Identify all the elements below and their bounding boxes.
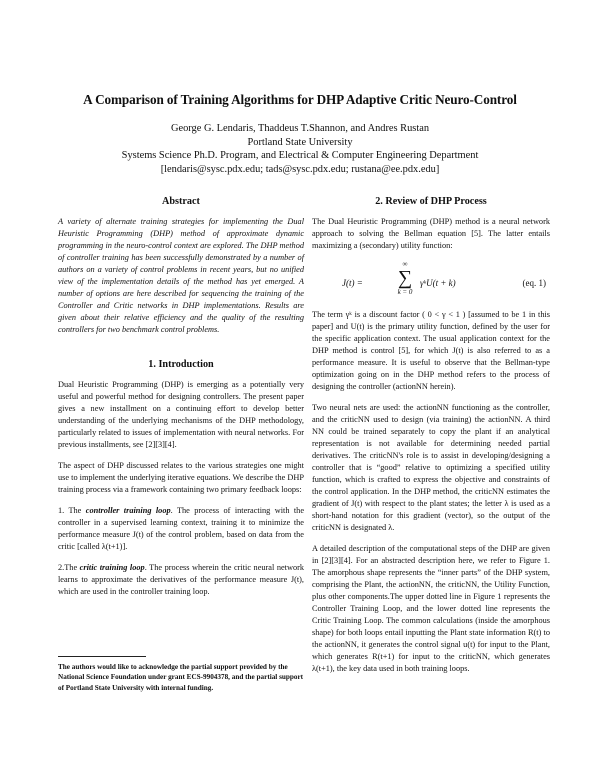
intro-p3-prefix: 1. The [58, 506, 86, 515]
equation-body: γᵏU(t + k) [420, 278, 456, 288]
equation-sum [392, 261, 418, 296]
intro-heading: 1. Introduction [148, 359, 214, 370]
intro-p3-body: . The process of interacting with the controller in a supervised learning context, training it to minimize the performance measure J(t) of the control problem, based on data from the critic [called λ(t+1)]. [58, 506, 304, 551]
author-names: George G. Lendaris, Thaddeus T.Shannon, and Andres Rustan [170, 123, 430, 134]
intro-paragraph-1: Dual Heuristic Programming (DHP) is emerging as a potentially very useful and powerful method for designing controllers. The present paper gives a new installment on a continuing effort to develop better understanding of the underlying mechanisms of the DHP methodology, particularly related to issues of implementation with neural networks. For previous installments, see [2][3][4]. [58, 380, 304, 449]
intro-paragraph-4 [58, 562, 304, 598]
author-block [40, 122, 560, 176]
intro-p4-body: . The process wherein the critic neural network learns to approximate the derivatives of the performance measure J(t), which are used in the controller training loop. [58, 563, 305, 596]
intro-paragraph-3 [58, 505, 304, 553]
right-column [312, 196, 550, 684]
intro-p4-emphasis: critic training loop [79, 563, 145, 572]
equation-lhs: J(t) = [342, 278, 363, 288]
acknowledgment-footnote: The authors would like to acknowledge the partial support provided by the National Science Foundation under grant ECS-9904378, and the partial support of Portland State University with internal funding. [58, 663, 304, 692]
review-heading: 2. Review of DHP Process [375, 196, 487, 207]
left-column [58, 196, 304, 607]
abstract-section [58, 216, 304, 336]
equation-1 [312, 261, 550, 303]
review-paragraph-2: The term γᵏ is a discount factor ( 0 < γ < 1 ) [assumed to be 1 in this paper] and U(t) is the primary utility function, defined by the user for the specific application context. The usual application context for the DHP method is control [5], for which J(t) is also referred to as a performance measure. It is useful to observe that the Bellman-type optimization going on in the DHP method refers to the process of designing the controller (actionNN herein). [312, 310, 550, 391]
review-paragraph-1: The Dual Heuristic Programming (DHP) method is a neural network approach to solving the Bellman equation [5]. The latter entails maximizing a (secondary) utility function: [312, 217, 550, 250]
footnote-rule [58, 656, 146, 657]
equation-label: (eq. 1) [522, 278, 546, 288]
author-program: Systems Science Ph.D. Program, and Electrical & Computer Engineering Department [121, 150, 479, 162]
author-emails: [lendaris@sysc.pdx.edu; tads@sysc.pdx.edu; rustana@ee.pdx.edu] [160, 163, 440, 175]
abstract-text: A variety of alternate training strategies for implementing the Dual Heuristic Programming (DHP) method of approximate dynamic programming in the neuro-control context are explored. The DHP method of controller training has been successfully demonstrated by a number of authors on a variety of control problems in recent years, but no unified view of the implementation details of the method has yet emerged. A number of options are here described for sequencing the training of the Controller and Critic networks in DHP implementations. Results are given about their relative efficiency and the quality of the resulting controllers for two benchmark control problems. [58, 217, 304, 334]
author-university: Portland State University [247, 136, 353, 148]
sigma-symbol: ∑ [397, 267, 413, 289]
equation-upper-limit: ∞ [402, 260, 408, 268]
review-paragraph-4: A detailed description of the computational steps of the DHP are given in [2][3][4]. For an abstracted description here, we refer to Figure 1. The amorphous shape represents the “inner parts” of the DHP system, comprising the Plant, the actionNN, the criticNN, the Utility Function, plus other components.The upper dotted line in Figure 1 represents the Controller Training Loop, and the lower dotted line represents the Critic Training Loop. The common calculations (inside the amorphous shape) for both loops entail inputting the Plant state information R(t) to the actionNN, it generates the control signal u(t) for input to the Plant, which generates R(t+1) for input to the criticNN, which generates λ(t+1), the key data used in both training loops. [312, 544, 550, 673]
abstract-heading: Abstract [162, 196, 200, 207]
review-paragraph-3: Two neural nets are used: the actionNN functioning as the controller, and the criticNN used to design (via training) the actionNN. A third NN could be trained separately to copy the plant if an analytical representation is not available for determining needed partial derivatives. The criticNN's role is to assist in developing/designing a controller that is “good” relative to optimizing a specified utility function, which is crafted to express the objective and constraints of the control application. In the DHP method, the criticNN estimates the gradient of J(t) with respect to the plant states; the letter λ is used as a short-hand notation for this gradient (vector), so the output of the criticNN is designated λ. [312, 403, 550, 532]
equation-lower-limit: k = 0 [397, 288, 413, 296]
intro-p4-prefix: 2.The [58, 563, 80, 572]
intro-paragraph-2: The aspect of DHP discussed relates to the various strategies one might use to implement the underlying iterative equations. We describe the DHP training process via a framework containing two primary feedback loops: [58, 461, 304, 494]
paper-title: A Comparison of Training Algorithms for DHP Adaptive Critic Neuro-Control [83, 92, 517, 107]
intro-p3-emphasis: controller training loop [85, 506, 171, 515]
